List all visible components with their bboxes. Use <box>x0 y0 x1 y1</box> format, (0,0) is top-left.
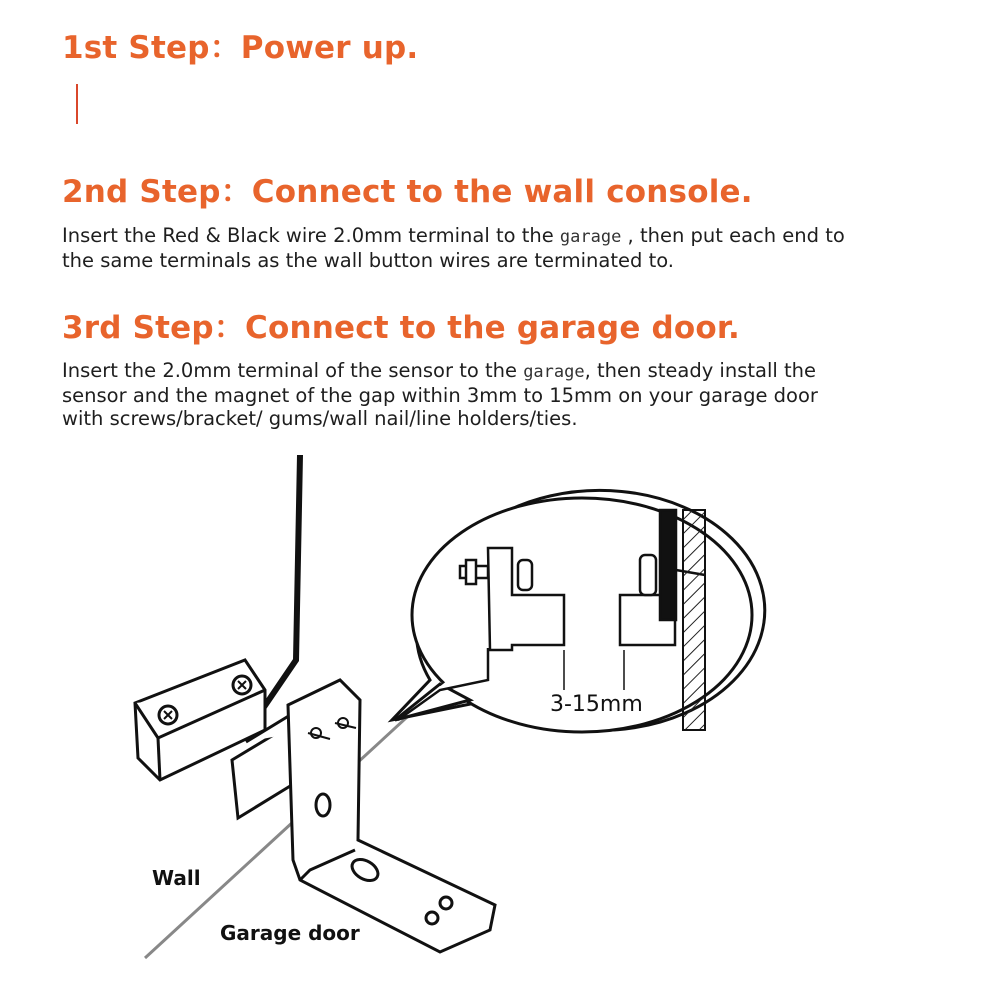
garage-door-label: Garage door <box>220 921 360 945</box>
step3-keyword: garage <box>523 362 585 382</box>
step2-text-b: , then put each end to the same terminals as the wall button wires are terminated to. <box>62 224 845 272</box>
step2-keyword: garage <box>559 227 622 247</box>
installation-diagram <box>0 440 1001 1005</box>
gap-distance-label: 3-15mm <box>550 692 643 717</box>
step3-text-b: , then steady install the sensor and the magnet of the gap within 3mm to 15mm on your garage door with screws/bracket/ gums/wall nail/line holders/ties. <box>62 359 818 430</box>
step2-text-a: Insert the Red & Black wire 2.0mm terminal to the <box>62 224 560 247</box>
zoom-wall-hatch <box>683 510 705 730</box>
step2-title: 2nd Step：Connect to the wall console. <box>62 174 753 210</box>
sensor-wire <box>262 455 300 710</box>
step3-title: 3rd Step：Connect to the garage door. <box>62 310 740 346</box>
step1-title: 1st Step：Power up. <box>62 30 419 66</box>
wall-label: Wall <box>152 866 201 890</box>
step3-text-a: Insert the 2.0mm terminal of the sensor to the <box>62 359 524 382</box>
step3-description <box>62 359 862 430</box>
step2-description <box>62 224 862 272</box>
installation-illustration <box>0 440 1001 1001</box>
text-cursor-mark <box>76 84 78 124</box>
